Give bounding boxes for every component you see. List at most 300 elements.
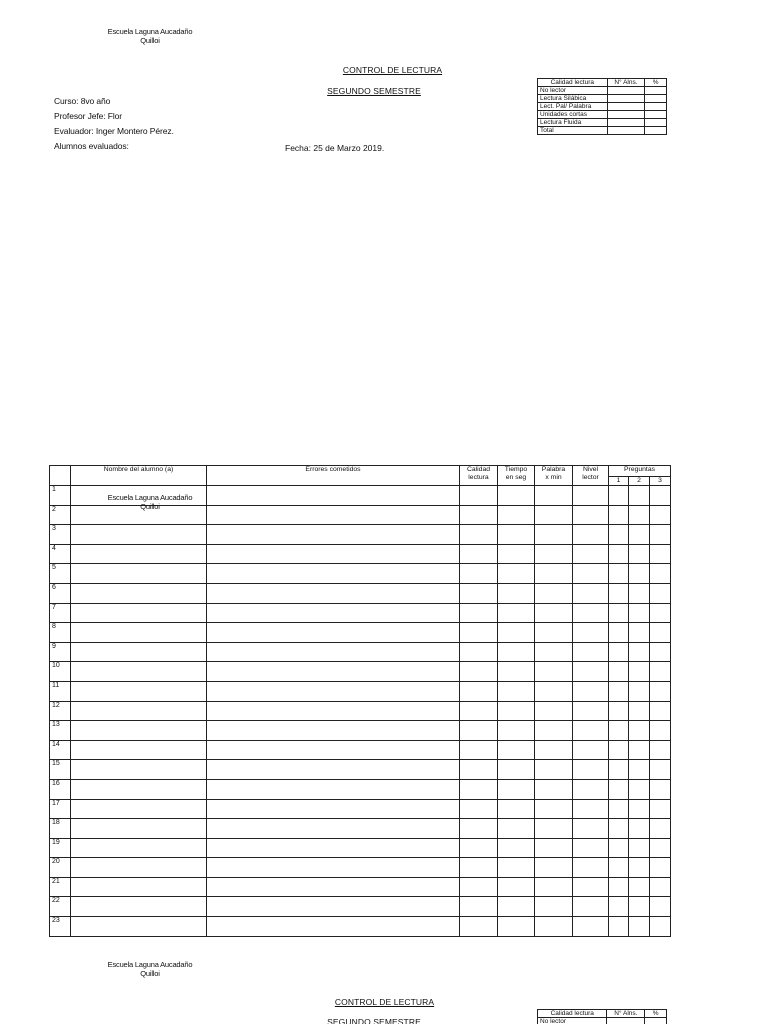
footer-summary-row-label: No lector — [538, 1018, 607, 1024]
evaluador-label: Evaluador: Inger Montero Pérez. — [54, 126, 174, 136]
summary-row-label: Lectura Silábica — [538, 95, 608, 103]
header-q3: 3 — [650, 477, 671, 486]
cell-errores — [207, 779, 460, 799]
cell-errores — [207, 564, 460, 584]
cell-nombre — [71, 662, 207, 682]
cell-calidad — [460, 897, 498, 917]
cell-nivel — [573, 877, 609, 897]
cell-tiempo — [498, 662, 535, 682]
row-number: 3 — [50, 525, 71, 545]
summary-row — [538, 119, 667, 127]
cell-nombre — [71, 681, 207, 701]
row-number: 21 — [50, 877, 71, 897]
table-row — [50, 623, 671, 643]
table-row — [50, 858, 671, 878]
school-name-line2: Quilloi — [140, 36, 160, 45]
cell-calidad — [460, 760, 498, 780]
cell-nombre — [71, 603, 207, 623]
cell-tiempo — [498, 681, 535, 701]
cell-palabra — [535, 721, 573, 741]
cell-nivel — [573, 603, 609, 623]
cell-palabra — [535, 858, 573, 878]
cell-q2 — [629, 701, 650, 721]
cell-nivel — [573, 917, 609, 937]
cell-q2 — [629, 544, 650, 564]
cell-errores — [207, 544, 460, 564]
cell-calidad — [460, 799, 498, 819]
cell-q1 — [609, 583, 629, 603]
cell-nombre — [71, 838, 207, 858]
row-number: 19 — [50, 838, 71, 858]
header-nivel-line1: Nivel — [582, 466, 599, 473]
cell-calidad — [460, 642, 498, 662]
header-errores: Errores cometidos — [207, 466, 460, 486]
cell-tiempo — [498, 779, 535, 799]
cell-q1 — [609, 505, 629, 525]
cell-q2 — [629, 583, 650, 603]
cell-tiempo — [498, 917, 535, 937]
cell-calidad — [460, 583, 498, 603]
alumnos-label: Alumnos evaluados: — [54, 141, 129, 151]
header-palabra-line2: x min — [545, 473, 562, 481]
cell-q2 — [629, 662, 650, 682]
cell-q1 — [609, 623, 629, 643]
summary-header-row — [538, 79, 667, 87]
cell-q2 — [629, 779, 650, 799]
summary-row — [538, 87, 667, 95]
cell-nombre — [71, 583, 207, 603]
cell-nombre — [71, 564, 207, 584]
summary-row — [538, 95, 667, 103]
cell-q1 — [609, 779, 629, 799]
cell-nombre — [71, 779, 207, 799]
cell-nombre — [71, 917, 207, 937]
table-header-row — [50, 466, 671, 477]
cell-tiempo — [498, 799, 535, 819]
cell-calidad — [460, 525, 498, 545]
cell-nivel — [573, 740, 609, 760]
cell-nivel — [573, 819, 609, 839]
cell-q1 — [609, 819, 629, 839]
cell-q1 — [609, 799, 629, 819]
cell-calidad — [460, 877, 498, 897]
footer-summary-header-percent: % — [645, 1010, 667, 1018]
cell-q2 — [629, 917, 650, 937]
cell-tiempo — [498, 740, 535, 760]
row-number: 12 — [50, 701, 71, 721]
info-block — [54, 94, 174, 154]
cell-q3 — [650, 838, 671, 858]
cell-q2 — [629, 799, 650, 819]
row-number: 20 — [50, 858, 71, 878]
header-num — [50, 466, 71, 486]
footer-school-line1: Escuela Laguna Aucadaño — [107, 960, 193, 969]
header-nivel-line2: lector — [582, 473, 599, 481]
cell-q1 — [609, 838, 629, 858]
cell-q3 — [650, 721, 671, 741]
cell-nivel — [573, 486, 609, 506]
cell-q3 — [650, 603, 671, 623]
cell-errores — [207, 681, 460, 701]
header-calidad — [460, 466, 498, 486]
cell-nivel — [573, 642, 609, 662]
table-row — [50, 564, 671, 584]
cell-q3 — [650, 701, 671, 721]
cell-nombre — [71, 858, 207, 878]
cell-palabra — [535, 525, 573, 545]
cell-q1 — [609, 721, 629, 741]
cell-errores — [207, 583, 460, 603]
row-number: 9 — [50, 642, 71, 662]
row-number: 14 — [50, 740, 71, 760]
footer-summary-header-calidad: Calidad lectura — [538, 1010, 607, 1018]
cell-palabra — [535, 642, 573, 662]
cell-palabra — [535, 544, 573, 564]
cell-q1 — [609, 642, 629, 662]
header-calidad-line2: lectura — [468, 473, 489, 481]
header-tiempo — [498, 466, 535, 486]
cell-q3 — [650, 505, 671, 525]
cell-q3 — [650, 662, 671, 682]
table-row — [50, 897, 671, 917]
cell-tiempo — [498, 603, 535, 623]
cell-tiempo — [498, 760, 535, 780]
table-row — [50, 681, 671, 701]
cell-errores — [207, 838, 460, 858]
cell-tiempo — [498, 525, 535, 545]
cell-nombre — [71, 799, 207, 819]
cell-nivel — [573, 564, 609, 584]
cell-calidad — [460, 701, 498, 721]
cell-calidad — [460, 779, 498, 799]
header-palabra-line1: Palabra — [541, 466, 566, 473]
cell-nombre — [71, 760, 207, 780]
cell-errores — [207, 525, 460, 545]
cell-palabra — [535, 760, 573, 780]
table-row — [50, 819, 671, 839]
cell-errores — [207, 740, 460, 760]
cell-palabra — [535, 897, 573, 917]
cell-tiempo — [498, 819, 535, 839]
curso-label: Curso: 8vo año — [54, 96, 111, 106]
cell-palabra — [535, 819, 573, 839]
cell-nombre — [71, 721, 207, 741]
footer-school-line2: Quilloi — [140, 969, 160, 978]
cell-calidad — [460, 623, 498, 643]
cell-errores — [207, 819, 460, 839]
cell-tiempo — [498, 701, 535, 721]
footer-summary-row — [538, 1018, 667, 1024]
cell-calidad — [460, 858, 498, 878]
fecha-label: Fecha: 25 de Marzo 2019. — [285, 143, 385, 153]
cell-nombre — [71, 897, 207, 917]
cell-q2 — [629, 838, 650, 858]
cell-palabra — [535, 505, 573, 525]
row-number: 10 — [50, 662, 71, 682]
cell-nivel — [573, 525, 609, 545]
table-row — [50, 662, 671, 682]
cell-q3 — [650, 623, 671, 643]
table-row — [50, 760, 671, 780]
table-row — [50, 799, 671, 819]
reading-control-table — [49, 465, 671, 937]
cell-calidad — [460, 505, 498, 525]
cell-q2 — [629, 760, 650, 780]
cell-q1 — [609, 525, 629, 545]
summary-row-label: No lector — [538, 87, 608, 95]
cell-calidad — [460, 819, 498, 839]
cell-q1 — [609, 662, 629, 682]
row-number: 17 — [50, 799, 71, 819]
cell-palabra — [535, 917, 573, 937]
summary-row-label: Lect. Pal/ Palabra — [538, 103, 608, 111]
cell-q2 — [629, 877, 650, 897]
cell-nombre — [71, 740, 207, 760]
cell-q2 — [629, 486, 650, 506]
cell-palabra — [535, 662, 573, 682]
cell-errores — [207, 505, 460, 525]
cell-nivel — [573, 505, 609, 525]
table-row — [50, 721, 671, 741]
table-row — [50, 525, 671, 545]
cell-nombre — [71, 701, 207, 721]
cell-q2 — [629, 681, 650, 701]
row1-overlay-school — [80, 493, 220, 511]
row-number: 1 — [50, 486, 71, 506]
summary-header-calidad: Calidad lectura — [538, 79, 608, 87]
cell-q3 — [650, 779, 671, 799]
cell-q3 — [650, 897, 671, 917]
cell-q3 — [650, 681, 671, 701]
header-tiempo-line2: en seg — [505, 473, 527, 481]
header-q2: 2 — [629, 477, 650, 486]
cell-q3 — [650, 642, 671, 662]
row-number: 13 — [50, 721, 71, 741]
cell-palabra — [535, 701, 573, 721]
table-row — [50, 779, 671, 799]
cell-q3 — [650, 544, 671, 564]
cell-errores — [207, 877, 460, 897]
profesor-label: Profesor Jefe: Flor — [54, 111, 123, 121]
cell-palabra — [535, 681, 573, 701]
cell-calidad — [460, 486, 498, 506]
table-row — [50, 544, 671, 564]
cell-nivel — [573, 779, 609, 799]
cell-nombre — [71, 525, 207, 545]
table-row — [50, 642, 671, 662]
cell-nombre — [71, 877, 207, 897]
cell-q2 — [629, 505, 650, 525]
cell-errores — [207, 799, 460, 819]
cell-q2 — [629, 564, 650, 584]
cell-tiempo — [498, 623, 535, 643]
footer-summary-header-alumnos: N° Alns. — [607, 1010, 645, 1018]
cell-q3 — [650, 819, 671, 839]
row1-overlay-line1: Escuela Laguna Aucadaño — [107, 493, 193, 502]
row-number: 11 — [50, 681, 71, 701]
cell-nivel — [573, 662, 609, 682]
cell-palabra — [535, 486, 573, 506]
cell-q1 — [609, 760, 629, 780]
row1-overlay-line2: Quilloi — [140, 502, 160, 511]
cell-palabra — [535, 623, 573, 643]
cell-q2 — [629, 858, 650, 878]
cell-q3 — [650, 760, 671, 780]
cell-nivel — [573, 799, 609, 819]
cell-q1 — [609, 917, 629, 937]
cell-errores — [207, 760, 460, 780]
cell-palabra — [535, 799, 573, 819]
cell-tiempo — [498, 486, 535, 506]
table-row — [50, 838, 671, 858]
cell-palabra — [535, 740, 573, 760]
cell-tiempo — [498, 642, 535, 662]
table-row — [50, 917, 671, 937]
cell-calidad — [460, 544, 498, 564]
header-calidad-line1: Calidad — [466, 466, 491, 473]
cell-nivel — [573, 583, 609, 603]
cell-q1 — [609, 897, 629, 917]
cell-nombre — [71, 623, 207, 643]
cell-errores — [207, 603, 460, 623]
summary-row-label: Total — [538, 127, 608, 135]
footer-summary-table — [537, 1009, 667, 1024]
cell-q2 — [629, 897, 650, 917]
row-number: 15 — [50, 760, 71, 780]
cell-nombre — [71, 819, 207, 839]
table-row — [50, 701, 671, 721]
cell-q2 — [629, 642, 650, 662]
table-body — [50, 486, 671, 937]
cell-calidad — [460, 681, 498, 701]
header-preguntas: Preguntas — [609, 466, 671, 477]
cell-tiempo — [498, 583, 535, 603]
cell-q2 — [629, 525, 650, 545]
cell-q1 — [609, 858, 629, 878]
summary-table — [537, 78, 667, 135]
table-row — [50, 740, 671, 760]
cell-errores — [207, 642, 460, 662]
cell-q3 — [650, 525, 671, 545]
cell-q1 — [609, 544, 629, 564]
cell-tiempo — [498, 564, 535, 584]
cell-nivel — [573, 897, 609, 917]
cell-errores — [207, 858, 460, 878]
cell-palabra — [535, 838, 573, 858]
cell-q1 — [609, 681, 629, 701]
cell-nivel — [573, 623, 609, 643]
cell-tiempo — [498, 838, 535, 858]
cell-errores — [207, 897, 460, 917]
footer-title: CONTROL DE LECTURA — [334, 997, 435, 1007]
cell-palabra — [535, 564, 573, 584]
cell-palabra — [535, 583, 573, 603]
cell-palabra — [535, 603, 573, 623]
cell-q3 — [650, 877, 671, 897]
header-nivel — [573, 466, 609, 486]
cell-q2 — [629, 740, 650, 760]
row-number: 4 — [50, 544, 71, 564]
cell-errores — [207, 486, 460, 506]
cell-errores — [207, 662, 460, 682]
cell-nivel — [573, 721, 609, 741]
cell-q1 — [609, 564, 629, 584]
document-title: CONTROL DE LECTURA — [342, 65, 443, 75]
cell-q1 — [609, 603, 629, 623]
row-number: 22 — [50, 897, 71, 917]
cell-calidad — [460, 740, 498, 760]
footer-summary-header-row — [538, 1010, 667, 1018]
row-number: 2 — [50, 505, 71, 525]
footer-school-name — [80, 960, 220, 978]
cell-nivel — [573, 681, 609, 701]
cell-errores — [207, 721, 460, 741]
cell-tiempo — [498, 505, 535, 525]
cell-q2 — [629, 623, 650, 643]
table-row — [50, 583, 671, 603]
cell-q2 — [629, 721, 650, 741]
summary-row — [538, 103, 667, 111]
cell-calidad — [460, 603, 498, 623]
cell-q1 — [609, 486, 629, 506]
row-number: 7 — [50, 603, 71, 623]
header-nombre: Nombre del alumno (a) — [71, 466, 207, 486]
header-tiempo-line1: Tiempo — [504, 466, 528, 473]
cell-calidad — [460, 838, 498, 858]
cell-nivel — [573, 544, 609, 564]
cell-nombre — [71, 642, 207, 662]
row-number: 18 — [50, 819, 71, 839]
cell-q3 — [650, 799, 671, 819]
cell-q1 — [609, 701, 629, 721]
cell-errores — [207, 701, 460, 721]
cell-q3 — [650, 740, 671, 760]
cell-tiempo — [498, 858, 535, 878]
table-row — [50, 877, 671, 897]
summary-header-alumnos: N° Alns. — [607, 79, 645, 87]
cell-palabra — [535, 779, 573, 799]
row-number: 23 — [50, 917, 71, 937]
document-subtitle: SEGUNDO SEMESTRE — [327, 86, 421, 96]
table-row — [50, 603, 671, 623]
cell-tiempo — [498, 544, 535, 564]
school-name — [80, 27, 220, 45]
cell-q3 — [650, 486, 671, 506]
row-number: 16 — [50, 779, 71, 799]
cell-tiempo — [498, 721, 535, 741]
cell-tiempo — [498, 877, 535, 897]
row-number: 8 — [50, 623, 71, 643]
summary-header-percent: % — [645, 79, 667, 87]
cell-calidad — [460, 662, 498, 682]
cell-errores — [207, 623, 460, 643]
row-number: 6 — [50, 583, 71, 603]
summary-row-label: Lectura Fluida — [538, 119, 608, 127]
cell-calidad — [460, 564, 498, 584]
cell-q3 — [650, 917, 671, 937]
cell-q1 — [609, 877, 629, 897]
summary-row — [538, 111, 667, 119]
cell-q3 — [650, 583, 671, 603]
footer-subtitle: SEGUNDO SEMESTRE — [327, 1017, 421, 1024]
cell-q1 — [609, 740, 629, 760]
header-q1: 1 — [609, 477, 629, 486]
cell-nivel — [573, 858, 609, 878]
summary-row-label: Unidades cortas — [538, 111, 608, 119]
cell-q2 — [629, 603, 650, 623]
cell-calidad — [460, 917, 498, 937]
summary-row — [538, 127, 667, 135]
